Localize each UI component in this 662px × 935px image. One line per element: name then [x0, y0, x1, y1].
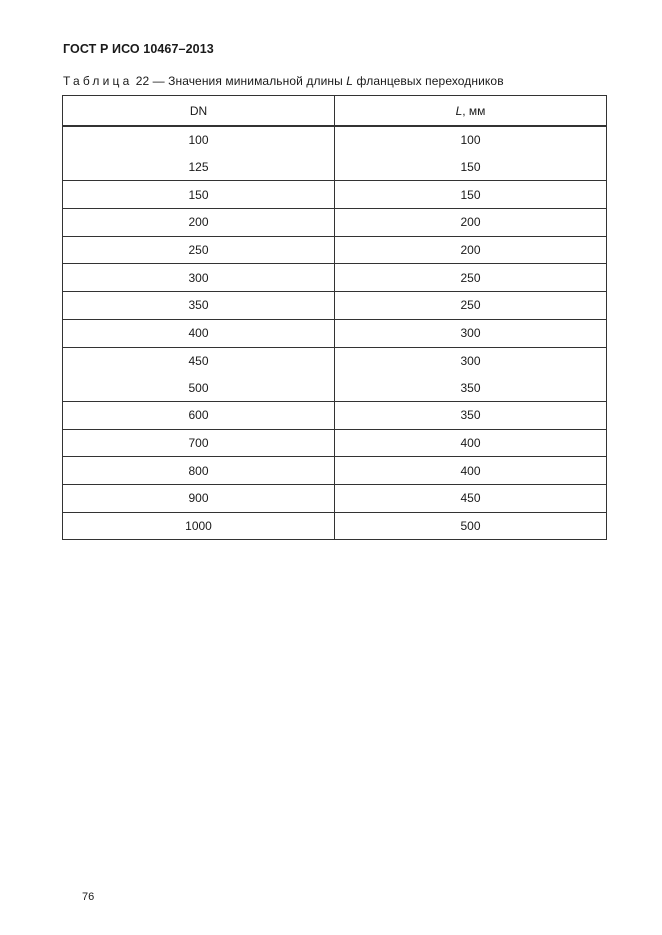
table-row — [63, 374, 607, 401]
table-row — [63, 457, 607, 485]
table-caption-dash-text: — Значения минимальной длины — [149, 74, 347, 88]
cell-length: 400 — [335, 429, 607, 457]
cell-length: 250 — [335, 292, 607, 320]
cell-dn: 300 — [63, 264, 335, 292]
cell-length: 400 — [335, 457, 607, 485]
table-row — [63, 347, 607, 374]
cell-dn: 500 — [63, 374, 335, 401]
cell-length: 150 — [335, 154, 607, 181]
cell-length: 200 — [335, 236, 607, 264]
cell-dn: 700 — [63, 429, 335, 457]
column-header-dn: DN — [63, 96, 335, 127]
column-header-length-symbol: L — [455, 103, 463, 118]
table-caption-text — [149, 74, 504, 88]
cell-dn: 250 — [63, 236, 335, 264]
column-header-length-unit: , мм — [462, 103, 486, 118]
table-caption — [63, 74, 504, 88]
cell-length: 500 — [335, 512, 607, 540]
cell-dn: 600 — [63, 401, 335, 429]
table-row — [63, 429, 607, 457]
table-row — [63, 154, 607, 181]
table-row — [63, 209, 607, 237]
cell-dn: 350 — [63, 292, 335, 320]
cell-dn: 800 — [63, 457, 335, 485]
table-row — [63, 484, 607, 512]
column-header-length — [335, 96, 607, 127]
cell-dn: 150 — [63, 181, 335, 209]
document-header: ГОСТ Р ИСО 10467–2013 — [63, 42, 214, 56]
cell-length: 100 — [335, 126, 607, 154]
cell-length: 300 — [335, 347, 607, 374]
cell-dn: 200 — [63, 209, 335, 237]
table-row — [63, 319, 607, 347]
table-caption-symbol: L — [346, 74, 354, 88]
cell-length: 350 — [335, 374, 607, 401]
table-row — [63, 512, 607, 540]
flange-adapter-length-table — [62, 95, 607, 540]
table-row — [63, 401, 607, 429]
table-row — [63, 126, 607, 154]
table-row — [63, 292, 607, 320]
table-header-row — [63, 96, 607, 127]
cell-dn: 900 — [63, 484, 335, 512]
table-caption-tail-text: фланцевых переходников — [353, 74, 504, 88]
table-row — [63, 181, 607, 209]
cell-dn: 400 — [63, 319, 335, 347]
table-row — [63, 236, 607, 264]
cell-dn: 125 — [63, 154, 335, 181]
cell-length: 150 — [335, 181, 607, 209]
page-number: 76 — [82, 891, 95, 903]
cell-dn: 1000 — [63, 512, 335, 540]
cell-length: 200 — [335, 209, 607, 237]
cell-dn: 450 — [63, 347, 335, 374]
cell-dn: 100 — [63, 126, 335, 154]
cell-length: 350 — [335, 401, 607, 429]
table-caption-number: 22 — [135, 74, 150, 88]
cell-length: 300 — [335, 319, 607, 347]
cell-length: 250 — [335, 264, 607, 292]
cell-length: 450 — [335, 484, 607, 512]
table-caption-label: Таблица — [63, 74, 133, 88]
table-row — [63, 264, 607, 292]
